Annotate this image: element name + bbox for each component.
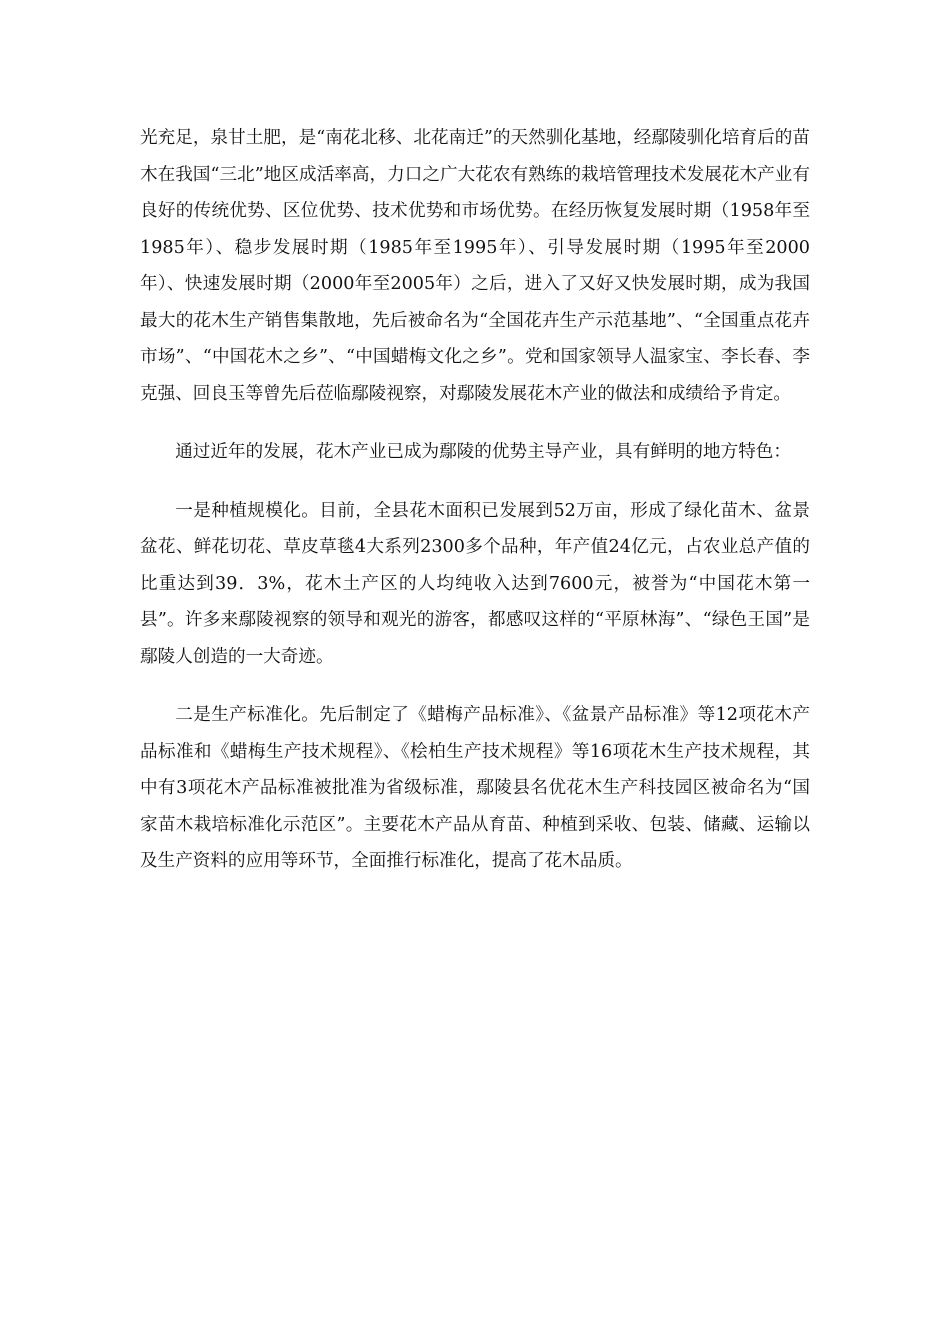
document-body [140, 120, 810, 902]
paragraph-planting-scale: 一是种植规模化。目前，全县花木面积已发展到52万亩，形成了绿化苗木、盆景盆花、鲜花切花、草皮草毯4大系列2300多个品种，年产值24亿元，占农业总产值的比重达到39．3%，花木土产区的人均纯收入达到7600元，被誉为“中国花木第一县”。许多来鄢陵视察的领导和观光的游客，都感叹这样的“平原林海”、“绿色王国”是鄢陵人创造的一大奇迹。 [140, 500, 810, 667]
paragraph-overview: 通过近年的发展，花木产业已成为鄢陵的优势主导产业，具有鲜明的地方特色： [175, 442, 791, 462]
paragraph-standardization: 二是生产标准化。先后制定了《蜡梅产品标准》、《盆景产品标准》等12项花木产品标准和《蜡梅生产技术规程》、《桧柏生产技术规程》等16项花木生产技术规程，其中有3项花木产品标准被批准为省级标准，鄢陵县名优花木生产科技园区被命名为“国家苗木栽培标准化示范区”。主要花木产品从育苗、种植到采收、包装、储藏、运输以及生产资料的应用等环节，全面推行标准化，提高了花木品质。 [140, 705, 810, 871]
paragraph-continuation: 光充足，泉甘土肥，是“南花北移、北花南迁”的天然驯化基地，经鄢陵驯化培育后的苗木在我国“三北”地区成活率高，力口之广大花农有熟练的栽培管理技术发展花木产业有良好的传统优势、区位优势、技术优势和市场优势。在经历恢复发展时期（1958年至1985年）、稳步发展时期（1985年至1995年）、引导发展时期（1995年至2000年）、快速发展时期（2000年至2005年）之后，进入了又好又快发展时期，成为我国最大的花木生产销售集散地，先后被命名为“全国花卉生产示范基地”、“全国重点花卉市场”、“中国花木之乡”、“中国蜡梅文化之乡”。党和国家领导人温家宝、李长春、李克强、回良玉等曾先后莅临鄢陵视察，对鄢陵发展花木产业的做法和成绩给予肯定。 [140, 128, 810, 404]
